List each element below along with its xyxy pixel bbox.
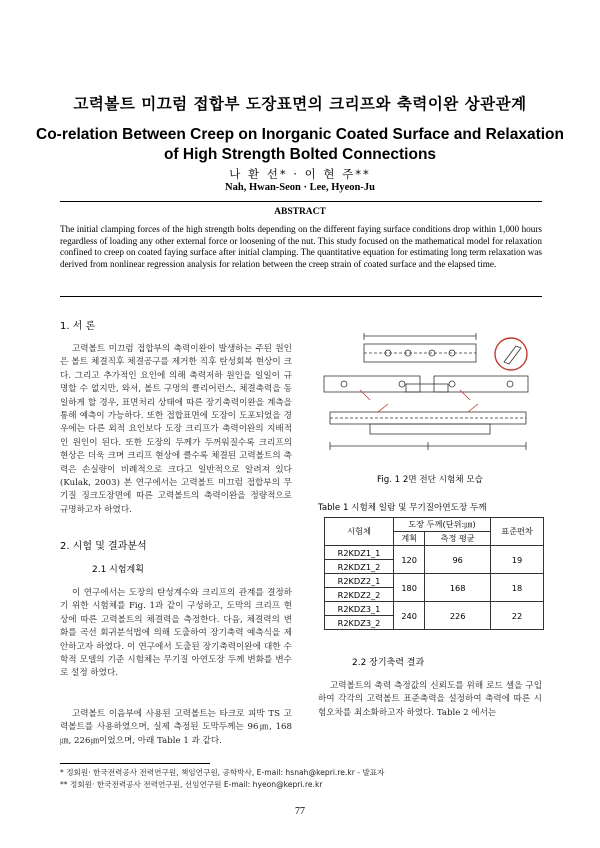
table1-header-thickness: 도장 두께(단위:㎛) — [394, 518, 491, 532]
table1-cell-id: R2KDZ1_2 — [325, 560, 394, 574]
page-number: 77 — [295, 806, 305, 817]
table1-cell-id: R2KDZ3_2 — [325, 616, 394, 630]
abstract-bottom-rule — [60, 296, 542, 297]
table1-cell-design: 180 — [394, 574, 425, 602]
footnotes — [60, 767, 550, 791]
title-en-line-2: of High Strength Bolted Connections — [163, 146, 437, 163]
table1-cell-stddev: 22 — [491, 602, 544, 630]
section-2-1-heading: 2.1 시험계획 — [92, 565, 144, 575]
table1-header-stddev: 표준편차 — [491, 518, 544, 546]
table-row — [325, 574, 544, 588]
footnote-1: * 정회원· 한국전력공사 전력연구원, 책임연구원, 공학박사, E-mail: hsnah@kepri.re.kr - 발표자 — [60, 768, 385, 777]
authors-english: Nah, Hwan-Seon · Lee, Hyeon-Ju — [225, 182, 375, 193]
table1-header-specimen: 시험체 — [325, 518, 394, 546]
title-en-line-1: Co-relation Between Creep on Inorganic Coated Surface and Relaxation — [36, 126, 564, 143]
section-1-heading: 1. 서 론 — [60, 321, 96, 332]
table1-header-measured: 측정 평균 — [425, 532, 491, 546]
table1-cell-design: 120 — [394, 546, 425, 574]
table1-cell-stddev: 18 — [491, 574, 544, 602]
table1 — [324, 517, 544, 630]
table1-cell-id: R2KDZ2_2 — [325, 588, 394, 602]
paper-title-english — [20, 125, 580, 165]
table1-cell-id: R2KDZ2_1 — [325, 574, 394, 588]
fig1-specimen-drawing — [318, 328, 542, 462]
footnote-2: ** 정회원· 한국전력공사 전력연구원, 선임연구원 E-mail: hyeon@kepri.re.kr — [60, 780, 323, 789]
abstract-heading: ABSTRACT — [274, 207, 326, 217]
abstract-text: The initial clamping forces of the high strength bolts depending on the different faying surface conditions drop within 1,000 hours regardless of loading any other external force or loosening of the nut. This study focused on the mathematical model for relaxation confined to creep on coated faying surface after initial clamping. The quantitative equation for estimating long term relaxation was derived from nonlinear regression analysis for relation between the creep strain of coated surface and the elapsed time. — [60, 224, 542, 269]
abstract-top-rule — [60, 201, 542, 202]
footnote-rule — [60, 763, 210, 764]
table1-cell-stddev: 19 — [491, 546, 544, 574]
section-2-1-text-1: 이 연구에서는 도장의 탄성계수와 크리프의 관계를 결정하기 위한 시험체를 Fig. 1과 같이 구성하고, 도막의 크리프 현상에 따른 고력볼트의 체결력을 측정한다. 다음, 체결력의 변화를 곡선 회귀분석법에 의해 도출하여 장기축력 예측식을 제안하고자 하였다. 이 연구에서 도출된 장기축력이완에 대한 수학적 모델의 기준 시험체는 무기질 아연도장 두께 변화를 변수로 설정 하였다. — [60, 588, 292, 679]
table1-cell-id: R2KDZ3_1 — [325, 602, 394, 616]
table1-cell-design: 240 — [394, 602, 425, 630]
table1-cell-measured: 168 — [425, 574, 491, 602]
table1-cell-measured: 96 — [425, 546, 491, 574]
paper-title-korean: 고력볼트 미끄럼 접합부 도장표면의 크리프와 축력이완 상관관계 — [73, 95, 527, 113]
section-2-2-heading: 2.2 장기축력 결과 — [352, 658, 425, 668]
table1-header-design: 계획 — [394, 532, 425, 546]
table-row — [325, 546, 544, 560]
table1-caption: Table 1 시험체 일람 및 무기질아연도장 두께 — [318, 503, 487, 513]
section-2-1-text-2: 고력볼트 이음부에 사용된 고력볼트는 타크로 피박 TS 고력볼트를 사용하였으며, 실제 측정된 도막두께는 96㎛, 168㎛, 226㎛이었으며, 아래 Table 1 과 같다. — [60, 709, 292, 746]
table-row — [325, 602, 544, 616]
fig1-caption: Fig. 1 2면 전단 시험체 모습 — [377, 475, 483, 485]
section-2-2-text: 고력볼트의 축력 측정값의 신뢰도를 위해 로드 셀을 구입하여 각각의 고력볼트 표준축력을 설정하여 축력에 따른 시험오차를 최소화하고자 하였다. Table 2 에서는 — [318, 681, 542, 718]
table1-cell-id: R2KDZ1_1 — [325, 546, 394, 560]
section-1-text: 고력볼트 미끄럼 접합부의 축력이완이 발생하는 주된 원인은 볼트 체결직후 체결공구를 제거한 직후 탄성회복 현상이 크다. 그리고 추가적인 요인에 의해 축력저하 원인을 일일이 규명할 수 없지만, 와셔, 볼트 구멍의 클리어런스, 체결축력을 동일하게 할 경우, 표면처리 상태에 따른 장기축력이완을 계측을 통해 예측이 가능하다. 또한 접합표면에 도장이 도포되었을 경우에는 다른 외적 요인보다 도장 크리프가 축력이완의 지배적인 원인이 된다. 또한 도장의 두께가 두꺼워질수록 크리프의 현상은 더욱 크며 크리프 현상에 클수록 체결된 고력볼트의 축력은 손실량이 비례적으로 크다고 일반적으로 알려져 있다(Kulak, 2003) 본 연구에서는 고력볼트 미끄럼 접합부의 무기질 징크도장면에 따른 고력볼트의 축력이완을 정량적으로 규명하고자 하였다. — [60, 344, 292, 515]
section-2-heading: 2. 시험 및 결과분석 — [60, 541, 147, 552]
table1-cell-measured: 226 — [425, 602, 491, 630]
authors-korean: 나 환 선* · 이 현 주** — [229, 167, 371, 181]
